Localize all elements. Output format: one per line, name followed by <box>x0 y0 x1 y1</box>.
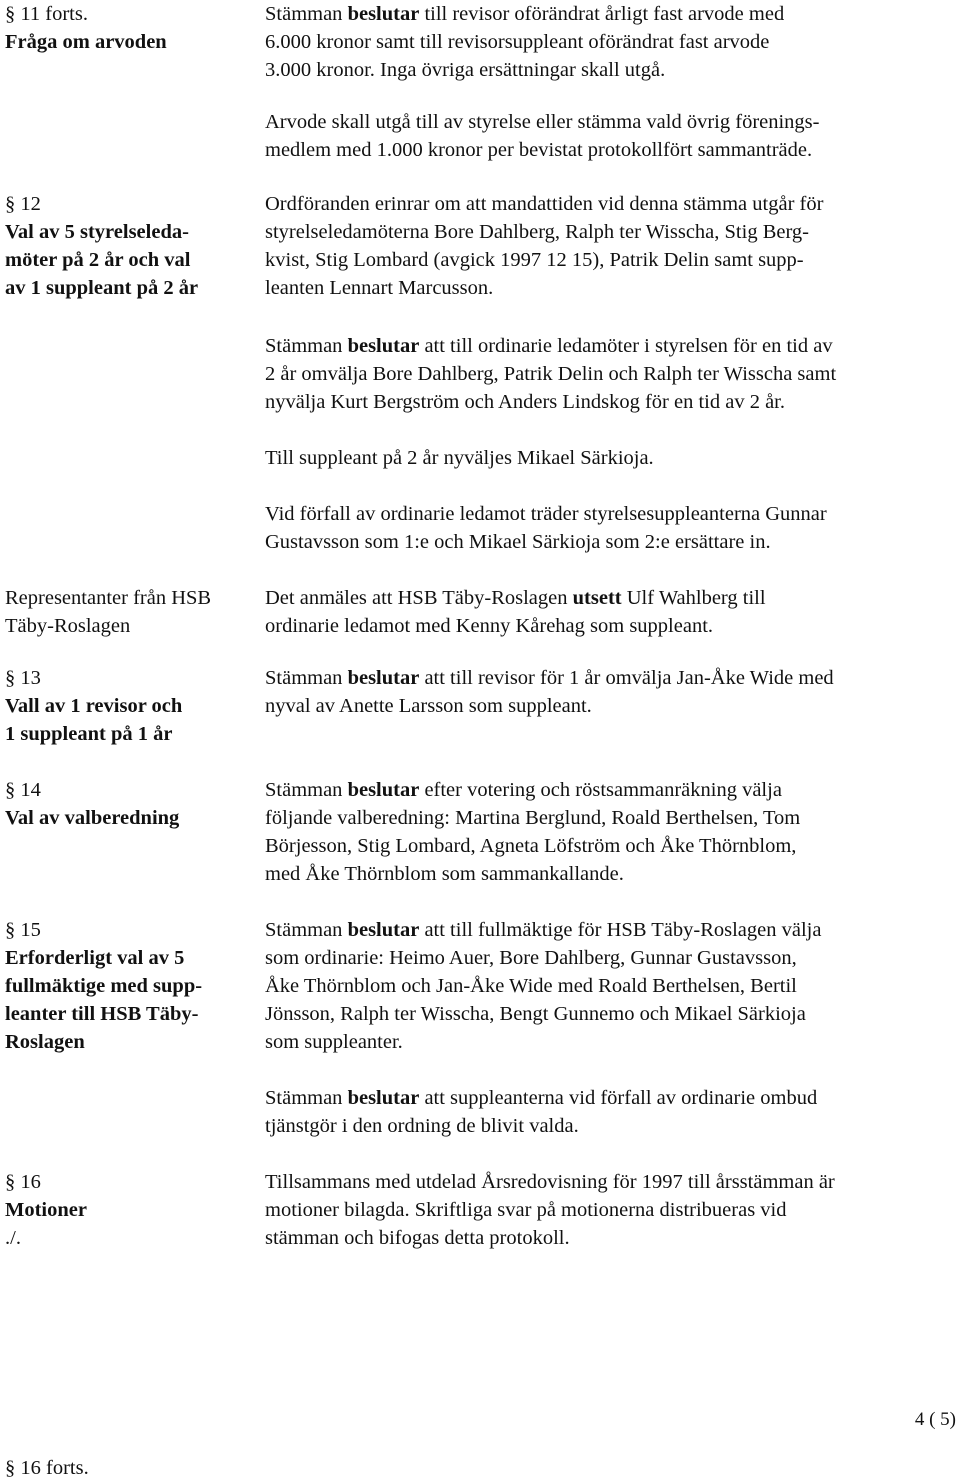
section-heading: Val av valberedning <box>5 807 180 829</box>
section-heading: Motioner <box>5 1199 87 1221</box>
section-heading: fullmäktige med supp- <box>5 975 203 997</box>
text-line: nyvälja Kurt Bergström och Anders Lindskog för en tid av 2 år. <box>265 391 785 413</box>
section-heading: Täby-Roslagen <box>5 615 131 637</box>
text-line: tjänstgör i den ordning de blivit valda. <box>265 1115 579 1137</box>
text-line: som ordinarie: Heimo Auer, Bore Dahlberg, Gunnar Gustavsson, <box>265 947 797 969</box>
text-run: till revisor oförändrat årligt fast arvode med <box>419 3 785 25</box>
section-label-rep <box>5 584 250 640</box>
text-run: Ulf Wahlberg till <box>621 587 766 609</box>
text-line: stämman och bifogas detta protokoll. <box>265 1227 570 1249</box>
section-number: § 15 <box>5 919 41 941</box>
continuation-marker: ./. <box>5 1227 21 1249</box>
text-line: ordinarie ledamot med Kenny Kårehag som suppleant. <box>265 615 714 637</box>
text-line: kvist, Stig Lombard (avgick 1997 12 15), Patrik Delin samt supp- <box>265 249 804 271</box>
section-heading: Roslagen <box>5 1031 85 1053</box>
text-line <box>265 332 955 360</box>
text-line: styrelseledamöterna Bore Dahlberg, Ralph ter Wisscha, Stig Berg- <box>265 221 810 243</box>
decision-keyword: beslutar <box>347 335 420 357</box>
section-label-s16 <box>5 1168 250 1252</box>
text-run: Stämman <box>265 3 348 25</box>
text-line: Vid förfall av ordinarie ledamot träder styrelsesuppleanterna Gunnar <box>265 503 827 525</box>
text-line: Arvode skall utgå till av styrelse eller stämma vald övrig förenings- <box>265 111 820 133</box>
paragraph <box>265 444 955 472</box>
section-heading: Fråga om arvoden <box>5 31 167 53</box>
paragraph <box>265 0 955 84</box>
text-line: 2 år omvälja Bore Dahlberg, Patrik Delin och Ralph ter Wisscha samt <box>265 363 837 385</box>
text-line <box>265 776 955 804</box>
section-heading: Erforderligt val av 5 <box>5 947 185 969</box>
paragraph <box>265 916 955 1056</box>
text-run: Stämman <box>265 779 348 801</box>
paragraph <box>265 1168 955 1252</box>
text-run: att till fullmäktige för HSB Täby-Roslagen välja <box>419 919 822 941</box>
section-heading: leanter till HSB Täby- <box>5 1003 199 1025</box>
section-number: § 12 <box>5 193 41 215</box>
section-number: § 13 <box>5 667 41 689</box>
section-heading: 1 suppleant på 1 år <box>5 723 173 745</box>
text-line: Åke Thörnblom och Jan-Åke Wide med Roald Berthelsen, Bertil <box>265 975 797 997</box>
text-run: Stämman <box>265 335 348 357</box>
text-line: följande valberedning: Martina Berglund, Roald Berthelsen, Tom <box>265 807 801 829</box>
section-heading: Vall av 1 revisor och <box>5 695 183 717</box>
section-number: § 14 <box>5 779 41 801</box>
paragraph <box>265 776 955 888</box>
paragraph <box>265 332 955 416</box>
text-line: med Åke Thörnblom som sammankallande. <box>265 863 624 885</box>
text-line <box>265 1084 955 1112</box>
text-line <box>265 664 955 692</box>
page-number: 4 ( 5) <box>914 1409 956 1430</box>
section-label-s14 <box>5 776 250 832</box>
section-heading: av 1 suppleant på 2 år <box>5 277 199 299</box>
decision-keyword: beslutar <box>347 667 420 689</box>
decision-keyword: beslutar <box>347 3 420 25</box>
paragraph <box>265 108 955 164</box>
section-number: § 11 forts. <box>5 3 88 25</box>
decision-keyword: beslutar <box>347 1087 420 1109</box>
text-run: att till revisor för 1 år omvälja Jan-Åke Wide med <box>419 667 834 689</box>
text-line: 3.000 kronor. Inga övriga ersättningar skall utgå. <box>265 59 666 81</box>
section-label-s13 <box>5 664 250 748</box>
text-run: Det anmäles att HSB Täby-Roslagen <box>265 587 573 609</box>
paragraph <box>265 664 955 720</box>
decision-keyword: beslutar <box>347 919 420 941</box>
text-line: Börjesson, Stig Lombard, Agneta Löfström och Åke Thörnblom, <box>265 835 797 857</box>
paragraph <box>265 584 955 640</box>
section-heading: möter på 2 år och val <box>5 249 191 271</box>
text-line: 6.000 kronor samt till revisorsuppleant oförändrat fast arvode <box>265 31 770 53</box>
text-run: att suppleanterna vid förfall av ordinarie ombud <box>419 1087 818 1109</box>
section-heading: Val av 5 styrelseleda- <box>5 221 189 243</box>
text-line: Ordföranden erinrar om att mandattiden vid denna stämma utgår för <box>265 193 824 215</box>
continuation-label: § 16 forts. <box>5 1457 89 1479</box>
paragraph <box>265 500 955 556</box>
text-line: Gustavsson som 1:e och Mikael Särkioja som 2:e ersättare in. <box>265 531 771 553</box>
paragraph <box>265 1084 955 1140</box>
section-label-s15 <box>5 916 250 1056</box>
paragraph <box>265 190 955 302</box>
text-line: Tillsammans med utdelad Årsredovisning för 1997 till årsstämman är <box>265 1171 835 1193</box>
text-line: Till suppleant på 2 år nyväljes Mikael Särkioja. <box>265 447 654 469</box>
text-line: medlem med 1.000 kronor per bevistat protokollfört sammanträde. <box>265 139 813 161</box>
text-run: efter votering och röstsammanräkning välja <box>419 779 782 801</box>
text-line: motioner bilagda. Skriftliga svar på motionerna distribueras vid <box>265 1199 787 1221</box>
text-run: Stämman <box>265 667 348 689</box>
text-run: Stämman <box>265 1087 348 1109</box>
section-label-s11 <box>5 0 250 56</box>
text-run: att till ordinarie ledamöter i styrelsen för en tid av <box>419 335 833 357</box>
text-line <box>265 0 955 28</box>
text-line: som suppleanter. <box>265 1031 403 1053</box>
text-line: leanten Lennart Marcusson. <box>265 277 494 299</box>
section-number: § 16 <box>5 1171 41 1193</box>
text-line: nyval av Anette Larsson som suppleant. <box>265 695 592 717</box>
section-label-s12 <box>5 190 250 302</box>
decision-keyword: utsett <box>572 587 622 609</box>
section-heading: Representanter från HSB <box>5 587 212 609</box>
text-line: Jönsson, Ralph ter Wisscha, Bengt Gunnemo och Mikael Särkioja <box>265 1003 806 1025</box>
text-run: Stämman <box>265 919 348 941</box>
text-line <box>265 584 955 612</box>
text-line <box>265 916 955 944</box>
decision-keyword: beslutar <box>347 779 420 801</box>
